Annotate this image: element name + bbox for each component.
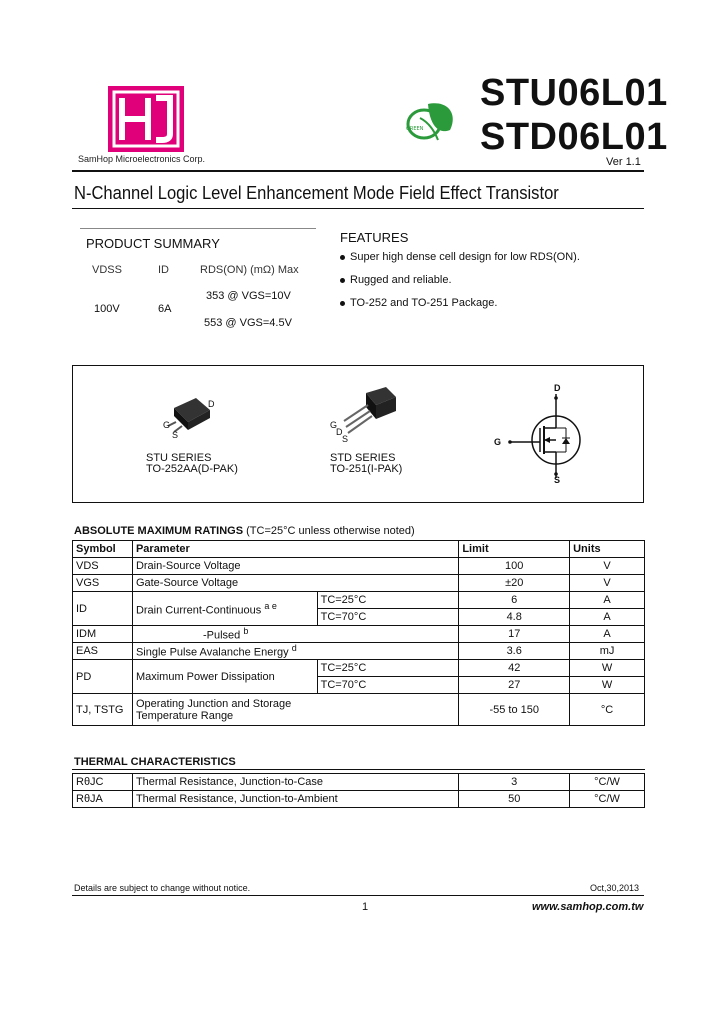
table-row: EAS Single Pulse Avalanche Energy $^d$ 3.6 mJ <box>73 643 645 660</box>
summary-rds-value-1: 353 @ VGS=10V <box>206 290 291 302</box>
bullet-icon <box>340 278 345 283</box>
symbol-pin-d: D <box>554 383 561 393</box>
stu-series-label: STU SERIES <box>146 452 212 464</box>
std-series-label: STD SERIES <box>330 452 396 464</box>
col-header-limit: Limit <box>459 541 570 558</box>
version-label: Ver 1.1 <box>606 156 641 168</box>
thermal-heading: THERMAL CHARACTERISTICS <box>74 756 236 768</box>
title-divider <box>72 208 644 209</box>
feature-item: Super high dense cell design for low RDS(ON). <box>340 251 580 263</box>
param-avalanche: Single Pulse Avalanche Energy $^d$ <box>132 643 458 660</box>
col-header-parameter: Parameter <box>132 541 458 558</box>
table-row: VDS Drain-Source Voltage 100 V <box>73 558 645 575</box>
summary-top-rule <box>80 228 316 229</box>
page-title: N-Channel Logic Level Enhancement Mode Field Effect Transistor <box>74 183 559 203</box>
table-row: PD Maximum Power Dissipation TC=25°C 42 W <box>73 660 645 677</box>
table-header-row <box>73 541 645 558</box>
company-name: SamHop Microelectronics Corp. <box>78 154 206 164</box>
ipak-pin-d: D <box>336 427 343 437</box>
std-package-label: TO-251(I-PAK) <box>330 463 403 475</box>
param-temp-range: Operating Junction and Storage Temperature Range <box>132 694 458 726</box>
website-link[interactable]: www.samhop.com.tw <box>532 901 644 913</box>
ipak-pin-s: S <box>342 434 349 444</box>
symbol-pin-g: G <box>494 437 502 447</box>
summary-id-value: 6A <box>158 303 172 315</box>
table-row: TC=70°C 4.8 A <box>73 609 645 626</box>
svg-text:GREEN: GREEN <box>406 126 424 132</box>
abs-max-heading: ABSOLUTE MAXIMUM RATINGS <box>74 525 244 537</box>
table-row: TJ, TSTG Operating Junction and Storage Temperature Range -55 to 150 °C <box>73 694 645 726</box>
company-logo <box>108 86 184 152</box>
bullet-icon <box>340 301 345 306</box>
table-row: VGS Gate-Source Voltage ±20 V <box>73 575 645 592</box>
green-leaf-icon <box>404 100 460 142</box>
dpak-pin-g: G <box>163 420 171 430</box>
page-number: 1 <box>362 901 369 913</box>
param-drain-current: Drain Current-Continuous $^{a e}$ <box>132 592 317 626</box>
feature-item: TO-252 and TO-251 Package. <box>340 297 497 309</box>
table-row: IDM -Pulsed $^b$ 17 A <box>73 626 645 643</box>
summary-col-vdss: VDSS <box>92 264 122 276</box>
samhop-logo-icon <box>108 86 184 152</box>
summary-vdss-value: 100V <box>94 303 120 315</box>
thermal-table <box>72 773 645 808</box>
dpak-pin-d: D <box>208 399 215 409</box>
table-row: TC=70°C 27 W <box>73 677 645 694</box>
abs-max-condition: (TC=25°C unless otherwise noted) <box>246 525 415 537</box>
summary-col-id: ID <box>158 264 169 276</box>
ipak-pin-g: G <box>330 420 338 430</box>
symbol-pin-s: S <box>554 475 561 485</box>
mosfet-symbol-icon <box>500 394 600 478</box>
part-number-secondary: STD06L01 <box>480 116 668 158</box>
col-header-units: Units <box>570 541 645 558</box>
dpak-pin-s: S <box>172 430 179 440</box>
table-row: RθJC Thermal Resistance, Junction-to-Case 3 °C/W <box>73 774 645 791</box>
thermal-divider <box>72 769 645 770</box>
param-pulsed: -Pulsed $^b$ <box>132 626 458 643</box>
part-number-primary: STU06L01 <box>480 72 668 114</box>
col-header-symbol: Symbol <box>73 541 133 558</box>
abs-max-heading-row <box>74 525 415 537</box>
table-row: ID Drain Current-Continuous $^{a e}$ TC=25°C 6 A <box>73 592 645 609</box>
abs-max-table <box>72 540 645 726</box>
footer-disclaimer: Details are subject to change without notice. <box>74 883 251 893</box>
feature-item: Rugged and reliable. <box>340 274 452 286</box>
stu-package-label: TO-252AA(D-PAK) <box>146 463 238 475</box>
summary-col-rds: RDS(ON) (mΩ) Max <box>200 264 299 276</box>
product-summary-heading: PRODUCT SUMMARY <box>86 236 220 251</box>
footer-date: Oct,30,2013 <box>590 883 640 893</box>
summary-rds-value-2: 553 @ VGS=4.5V <box>204 317 292 329</box>
table-row: RθJA Thermal Resistance, Junction-to-Ambient 50 °C/W <box>73 791 645 808</box>
footer-divider <box>72 895 644 896</box>
header-divider <box>72 170 644 172</box>
bullet-icon <box>340 255 345 260</box>
features-heading: FEATURES <box>340 230 409 245</box>
